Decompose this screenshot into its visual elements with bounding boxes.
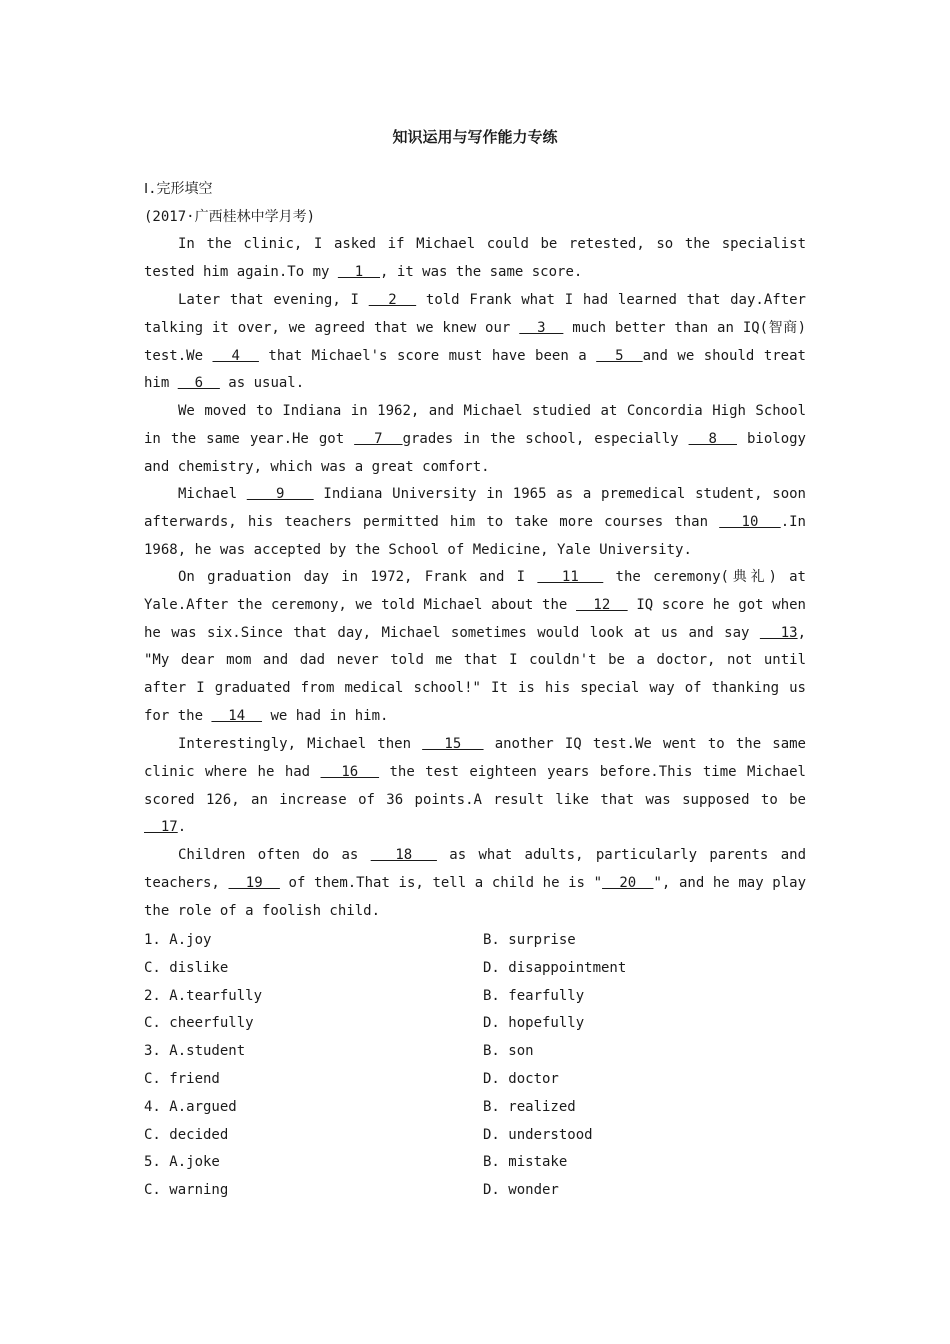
passage-paragraph-4: [144, 481, 806, 564]
option-row: [144, 1149, 806, 1177]
passage-text: , it was the same score.: [380, 263, 583, 280]
option-row: [144, 1122, 806, 1150]
option-choice: 1. A.joy: [144, 932, 212, 948]
passage-text: the ceremony(典礼) at Yale.After the ceremony, we told Michael about the: [144, 569, 806, 613]
option-row: [144, 1177, 806, 1205]
blank: 16: [320, 763, 380, 780]
passage-text: We moved to Indiana in 1962, and Michael studied at Concordia High School in the same year.He got: [144, 403, 806, 447]
passage-text: , "My dear mom and dad never told me that I couldn't be a doctor, not until after I graduated from medical school!" It is his special way of thanking us for the: [144, 624, 807, 724]
option-row: [144, 1094, 806, 1122]
passage-text: Later that evening, I: [178, 292, 369, 308]
passage-paragraph-6: [144, 731, 806, 842]
passage-text: of them.That is, tell a child he is ": [279, 874, 603, 891]
option-choice: B. son: [483, 1043, 534, 1060]
option-choice: 5. A.joke: [144, 1154, 220, 1171]
passage-text: grades in the school, especially: [402, 430, 689, 447]
option-choice: D. doctor: [483, 1070, 559, 1087]
blank: 11: [537, 569, 604, 585]
option-choice: C. cheerfully: [144, 1015, 254, 1032]
passage-text: that Michael's score must have been a: [258, 347, 597, 364]
option-row: [144, 927, 806, 955]
blank: 19: [228, 874, 280, 891]
passage-text: Children often do as: [178, 847, 371, 863]
option-choice: C. friend: [144, 1070, 220, 1087]
option-choice: B. fearfully: [483, 987, 585, 1004]
passage-paragraph-7: [144, 842, 806, 925]
passage-text: Interestingly, Michael then: [178, 736, 423, 752]
blank: 5: [596, 347, 643, 364]
passage-text: biology and chemistry, which was a great comfort.: [144, 430, 806, 475]
passage-text: Michael: [178, 486, 247, 502]
passage-text: much better than an IQ(智商) test.We: [144, 319, 806, 364]
passage-text: .In 1968, he was accepted by the School of Medicine, Yale University.: [144, 513, 806, 558]
passage-paragraph-3: [144, 398, 806, 481]
passage-text: ", and he may play the role of a foolish child.: [144, 874, 807, 919]
option-choice: C. dislike: [144, 959, 229, 976]
blank: 8: [688, 430, 737, 447]
option-choice: D. hopefully: [483, 1015, 585, 1032]
blank: 1: [337, 263, 381, 280]
blank: 12: [576, 596, 628, 613]
blank: 2: [368, 292, 417, 308]
blank: 7: [354, 430, 403, 447]
passage-text: .: [177, 819, 187, 836]
passage-paragraph-5: [144, 564, 806, 731]
passage-text: another IQ test.We went to the same clinic where he had: [144, 736, 806, 780]
option-row: [144, 1066, 806, 1094]
option-choice: D. disappointment: [483, 959, 627, 976]
passage-text: the test eighteen years before.This time Michael scored 126, an increase of 36 points.A result like that was supposed to be: [144, 763, 806, 808]
option-choice: B. mistake: [483, 1154, 568, 1171]
blank: 18: [370, 847, 437, 863]
answer-options: [144, 927, 806, 1205]
source-note: (2017·广西桂林中学月考): [144, 209, 316, 225]
option-choice: C. decided: [144, 1126, 229, 1143]
page-title: 知识运用与写作能力专练: [392, 128, 558, 146]
option-choice: 4. A.argued: [144, 1098, 237, 1115]
option-row: [144, 1038, 806, 1066]
passage-text: as what adults, particularly parents and teachers,: [144, 847, 806, 891]
option-choice: B. realized: [483, 1098, 576, 1115]
option-choice: C. warning: [144, 1182, 229, 1199]
blank: 9: [246, 486, 314, 502]
blank: 10: [719, 513, 781, 530]
blank: 3: [519, 319, 564, 336]
passage-paragraph-2: [144, 287, 806, 398]
passage-paragraph-1: [144, 231, 806, 287]
blank: 20: [602, 874, 654, 891]
blank: 13: [759, 624, 798, 641]
option-choice: D. wonder: [483, 1182, 559, 1199]
option-choice: 3. A.student: [144, 1043, 246, 1060]
blank: 4: [212, 347, 259, 364]
blank: 14: [211, 707, 263, 724]
passage-text: On graduation day in 1972, Frank and I: [178, 569, 538, 585]
option-choice: 2. A.tearfully: [144, 987, 263, 1004]
blank: 6: [177, 375, 220, 392]
passage-text: told Frank what I had learned that day.After talking it over, we agreed that we knew our: [144, 292, 806, 336]
section-heading: Ⅰ.完形填空: [144, 181, 213, 197]
option-row: [144, 1010, 806, 1038]
passage-text: as usual.: [219, 375, 305, 392]
blank: 17: [144, 819, 178, 836]
passage-text: and we should treat him: [144, 347, 806, 392]
passage-text: In the clinic, I asked if Michael could be retested, so the specialist tested him again.To my: [144, 236, 806, 280]
passage-text: IQ score he got when he was six.Since that day, Michael sometimes would look at us and say: [144, 596, 806, 641]
passage-text: we had in him.: [262, 707, 389, 724]
option-row: [144, 955, 806, 983]
option-choice: B. surprise: [483, 932, 576, 948]
passage-text: Indiana University in 1965 as a premedical student, soon afterwards, his teachers permitted him to take more courses than: [144, 486, 806, 530]
option-choice: D. understood: [483, 1126, 593, 1143]
blank: 15: [422, 736, 484, 752]
option-row: [144, 983, 806, 1011]
